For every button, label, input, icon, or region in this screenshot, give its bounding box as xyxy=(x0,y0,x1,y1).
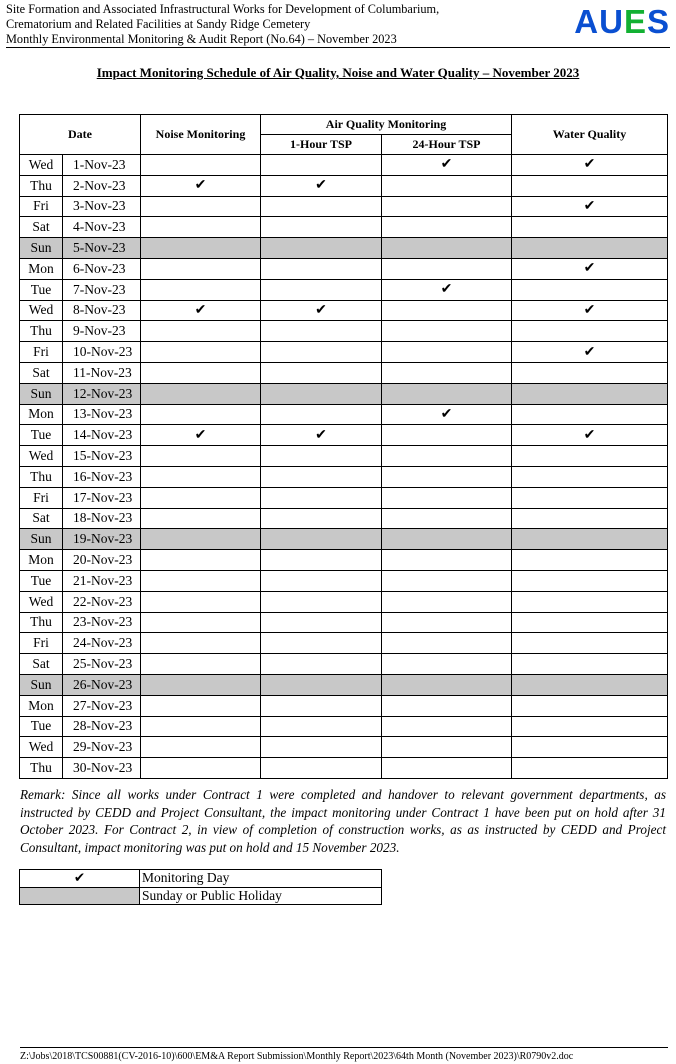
date-cell: 25-Nov-23 xyxy=(63,654,141,675)
tsp24-cell xyxy=(382,217,512,238)
date-cell: 14-Nov-23 xyxy=(63,425,141,446)
tsp24-cell xyxy=(382,175,512,196)
tsp1-cell xyxy=(261,591,382,612)
footer-file-path: Z:\Jobs\2018\TCS00881(CV-2016-10)\600\EM&A Report Submission\Monthly Report\2023\64th Month (November 2023)\R0790v2.doc xyxy=(20,1051,574,1062)
water-cell xyxy=(512,570,668,591)
tsp1-check-mark-icon: ✔ xyxy=(261,300,382,321)
day-of-week-cell: Thu xyxy=(20,758,63,779)
table-row xyxy=(20,758,668,779)
check-mark-icon: ✔ xyxy=(20,870,140,888)
day-of-week-cell: Thu xyxy=(20,175,63,196)
noise-cell xyxy=(141,217,261,238)
day-of-week-cell: Sun xyxy=(20,383,63,404)
day-of-week-cell: Thu xyxy=(20,321,63,342)
tsp24-check-mark-icon: ✔ xyxy=(382,404,512,425)
tsp1-cell xyxy=(261,196,382,217)
tsp1-cell xyxy=(261,238,382,259)
water-cell xyxy=(512,633,668,654)
noise-cell xyxy=(141,529,261,550)
table-row xyxy=(20,404,668,425)
legend-holiday-label: Sunday or Public Holiday xyxy=(140,887,382,905)
tsp24-cell xyxy=(382,737,512,758)
day-of-week-cell: Wed xyxy=(20,155,63,176)
day-of-week-cell: Sat xyxy=(20,654,63,675)
tsp1-cell xyxy=(261,321,382,342)
tsp1-cell xyxy=(261,695,382,716)
tsp1-cell xyxy=(261,487,382,508)
tsp1-cell xyxy=(261,155,382,176)
tsp24-cell xyxy=(382,674,512,695)
date-cell: 12-Nov-23 xyxy=(63,383,141,404)
noise-cell xyxy=(141,654,261,675)
water-cell xyxy=(512,279,668,300)
water-cell xyxy=(512,238,668,259)
water-cell xyxy=(512,321,668,342)
tsp1-check-mark-icon: ✔ xyxy=(261,425,382,446)
tsp24-cell xyxy=(382,342,512,363)
day-of-week-cell: Sat xyxy=(20,362,63,383)
water-cell xyxy=(512,446,668,467)
tsp24-check-mark-icon: ✔ xyxy=(382,279,512,300)
water-cell xyxy=(512,737,668,758)
date-cell: 5-Nov-23 xyxy=(63,238,141,259)
water-cell xyxy=(512,758,668,779)
noise-monitoring-header: Noise Monitoring xyxy=(141,115,261,155)
table-row xyxy=(20,695,668,716)
water-cell xyxy=(512,404,668,425)
tsp24-cell xyxy=(382,321,512,342)
table-row-holiday xyxy=(20,383,668,404)
day-of-week-cell: Thu xyxy=(20,466,63,487)
legend-monitoring-label: Monitoring Day xyxy=(140,870,382,888)
noise-cell xyxy=(141,321,261,342)
tsp1-cell xyxy=(261,446,382,467)
tsp24-cell xyxy=(382,758,512,779)
date-cell: 16-Nov-23 xyxy=(63,466,141,487)
tsp1-cell xyxy=(261,508,382,529)
noise-cell xyxy=(141,383,261,404)
water-cell xyxy=(512,362,668,383)
tsp24-cell xyxy=(382,654,512,675)
water-check-mark-icon: ✔ xyxy=(512,425,668,446)
water-cell xyxy=(512,217,668,238)
aues-logo xyxy=(574,4,670,40)
tsp24-cell xyxy=(382,612,512,633)
day-of-week-cell: Fri xyxy=(20,196,63,217)
report-header-text xyxy=(6,2,439,47)
table-row xyxy=(20,591,668,612)
noise-cell xyxy=(141,155,261,176)
day-of-week-cell: Mon xyxy=(20,550,63,571)
tsp24-cell xyxy=(382,570,512,591)
water-check-mark-icon: ✔ xyxy=(512,342,668,363)
date-cell: 28-Nov-23 xyxy=(63,716,141,737)
noise-check-mark-icon: ✔ xyxy=(141,425,261,446)
tsp1-cell xyxy=(261,570,382,591)
noise-cell xyxy=(141,466,261,487)
water-check-mark-icon: ✔ xyxy=(512,300,668,321)
table-row xyxy=(20,342,668,363)
day-of-week-cell: Sat xyxy=(20,217,63,238)
noise-cell xyxy=(141,550,261,571)
tsp24-cell xyxy=(382,716,512,737)
date-cell: 15-Nov-23 xyxy=(63,446,141,467)
water-cell xyxy=(512,654,668,675)
water-cell xyxy=(512,175,668,196)
noise-cell xyxy=(141,716,261,737)
date-cell: 29-Nov-23 xyxy=(63,737,141,758)
table-row xyxy=(20,570,668,591)
day-of-week-cell: Fri xyxy=(20,342,63,363)
date-cell: 19-Nov-23 xyxy=(63,529,141,550)
day-of-week-cell: Thu xyxy=(20,612,63,633)
footer-divider xyxy=(20,1047,668,1048)
tsp1-cell xyxy=(261,258,382,279)
table-row xyxy=(20,737,668,758)
table-row xyxy=(20,321,668,342)
page-header xyxy=(6,2,670,46)
date-column-header: Date xyxy=(20,115,141,155)
table-row-holiday xyxy=(20,674,668,695)
water-cell xyxy=(512,550,668,571)
tsp1-cell xyxy=(261,758,382,779)
noise-cell xyxy=(141,570,261,591)
date-cell: 27-Nov-23 xyxy=(63,695,141,716)
table-row xyxy=(20,487,668,508)
legend-table xyxy=(19,869,382,905)
noise-cell xyxy=(141,279,261,300)
date-cell: 17-Nov-23 xyxy=(63,487,141,508)
tsp24-cell xyxy=(382,550,512,571)
document-title: Impact Monitoring Schedule of Air Quality, Noise and Water Quality – November 2023 xyxy=(96,65,580,80)
date-cell: 21-Nov-23 xyxy=(63,570,141,591)
remark-paragraph: Remark: Since all works under Contract 1 were completed and handover to relevant government departments, as instructed by CEDD and Project Consultant, the impact monitoring under Contract 1 have been put on hold after 31 October 2023. For Contract 2, in view of completion of construction works, as as instructed by CEDD and Project Consultant, impact monitoring was put on hold and 15 November 2023. xyxy=(20,787,666,855)
table-row xyxy=(20,258,668,279)
tsp1-cell xyxy=(261,737,382,758)
day-of-week-cell: Mon xyxy=(20,695,63,716)
tsp24-cell xyxy=(382,591,512,612)
tsp24-cell xyxy=(382,487,512,508)
water-cell xyxy=(512,466,668,487)
tsp1-cell xyxy=(261,654,382,675)
noise-cell xyxy=(141,633,261,654)
noise-cell xyxy=(141,612,261,633)
tsp1-cell xyxy=(261,279,382,300)
water-check-mark-icon: ✔ xyxy=(512,196,668,217)
table-row xyxy=(20,425,668,446)
noise-cell xyxy=(141,404,261,425)
date-cell: 13-Nov-23 xyxy=(63,404,141,425)
tsp1-cell xyxy=(261,529,382,550)
date-cell: 8-Nov-23 xyxy=(63,300,141,321)
water-check-mark-icon: ✔ xyxy=(512,155,668,176)
day-of-week-cell: Tue xyxy=(20,570,63,591)
day-of-week-cell: Fri xyxy=(20,487,63,508)
tsp24-cell xyxy=(382,446,512,467)
noise-cell xyxy=(141,487,261,508)
noise-cell xyxy=(141,446,261,467)
table-row xyxy=(20,217,668,238)
tsp24-cell xyxy=(382,258,512,279)
day-of-week-cell: Sun xyxy=(20,238,63,259)
table-row-holiday xyxy=(20,529,668,550)
water-cell xyxy=(512,383,668,404)
tsp24-cell xyxy=(382,383,512,404)
water-cell xyxy=(512,695,668,716)
table-row xyxy=(20,446,668,467)
logo-letter: S xyxy=(646,3,670,40)
table-row xyxy=(20,550,668,571)
noise-cell xyxy=(141,362,261,383)
tsp24-cell xyxy=(382,362,512,383)
noise-check-mark-icon: ✔ xyxy=(141,175,261,196)
logo-letter: U xyxy=(599,3,624,40)
date-cell: 22-Nov-23 xyxy=(63,591,141,612)
logo-letter: A xyxy=(574,3,600,40)
water-cell xyxy=(512,674,668,695)
table-row xyxy=(20,362,668,383)
date-cell: 23-Nov-23 xyxy=(63,612,141,633)
day-of-week-cell: Mon xyxy=(20,404,63,425)
day-of-week-cell: Wed xyxy=(20,300,63,321)
water-cell xyxy=(512,529,668,550)
day-of-week-cell: Fri xyxy=(20,633,63,654)
day-of-week-cell: Tue xyxy=(20,279,63,300)
tsp-24hour-header: 24-Hour TSP xyxy=(382,135,512,155)
tsp24-cell xyxy=(382,633,512,654)
date-cell: 24-Nov-23 xyxy=(63,633,141,654)
table-row xyxy=(20,633,668,654)
table-row xyxy=(20,155,668,176)
noise-cell xyxy=(141,238,261,259)
day-of-week-cell: Wed xyxy=(20,591,63,612)
water-cell xyxy=(512,716,668,737)
date-cell: 4-Nov-23 xyxy=(63,217,141,238)
tsp1-cell xyxy=(261,466,382,487)
tsp1-cell xyxy=(261,612,382,633)
date-cell: 9-Nov-23 xyxy=(63,321,141,342)
date-cell: 2-Nov-23 xyxy=(63,175,141,196)
header-line-report: Monthly Environmental Monitoring & Audit Report (No.64) – November 2023 xyxy=(6,32,397,46)
noise-cell xyxy=(141,591,261,612)
header-line-project-cont: Crematorium and Related Facilities at Sandy Ridge Cemetery xyxy=(6,17,311,31)
date-cell: 10-Nov-23 xyxy=(63,342,141,363)
table-row xyxy=(20,300,668,321)
tsp1-cell xyxy=(261,217,382,238)
tsp24-cell xyxy=(382,238,512,259)
table-row xyxy=(20,508,668,529)
date-cell: 18-Nov-23 xyxy=(63,508,141,529)
date-cell: 20-Nov-23 xyxy=(63,550,141,571)
date-cell: 26-Nov-23 xyxy=(63,674,141,695)
water-cell xyxy=(512,591,668,612)
tsp24-cell xyxy=(382,425,512,446)
day-of-week-cell: Tue xyxy=(20,716,63,737)
monitoring-schedule-table xyxy=(19,114,668,779)
water-quality-header: Water Quality xyxy=(512,115,668,155)
tsp24-cell xyxy=(382,300,512,321)
logo-letter: E xyxy=(623,3,647,40)
date-cell: 3-Nov-23 xyxy=(63,196,141,217)
table-row xyxy=(20,175,668,196)
header-divider xyxy=(6,47,670,48)
table-row xyxy=(20,716,668,737)
air-quality-header: Air Quality Monitoring xyxy=(261,115,512,135)
noise-cell xyxy=(141,737,261,758)
tsp24-check-mark-icon: ✔ xyxy=(382,155,512,176)
schedule-body xyxy=(20,155,668,779)
table-row xyxy=(20,612,668,633)
table-row xyxy=(20,654,668,675)
noise-check-mark-icon: ✔ xyxy=(141,300,261,321)
table-row-holiday xyxy=(20,238,668,259)
day-of-week-cell: Sun xyxy=(20,529,63,550)
noise-cell xyxy=(141,342,261,363)
header-line-project: Site Formation and Associated Infrastructural Works for Development of Columbarium, xyxy=(6,2,440,16)
day-of-week-cell: Wed xyxy=(20,737,63,758)
table-row xyxy=(20,279,668,300)
tsp24-cell xyxy=(382,529,512,550)
tsp24-cell xyxy=(382,466,512,487)
date-cell: 1-Nov-23 xyxy=(63,155,141,176)
table-row xyxy=(20,196,668,217)
water-cell xyxy=(512,487,668,508)
date-cell: 6-Nov-23 xyxy=(63,258,141,279)
tsp1-cell xyxy=(261,362,382,383)
tsp24-cell xyxy=(382,196,512,217)
holiday-swatch xyxy=(20,887,140,905)
tsp24-cell xyxy=(382,695,512,716)
water-cell xyxy=(512,612,668,633)
date-cell: 30-Nov-23 xyxy=(63,758,141,779)
noise-cell xyxy=(141,258,261,279)
tsp1-cell xyxy=(261,383,382,404)
water-cell xyxy=(512,508,668,529)
noise-cell xyxy=(141,674,261,695)
noise-cell xyxy=(141,196,261,217)
noise-cell xyxy=(141,695,261,716)
tsp1-cell xyxy=(261,633,382,654)
day-of-week-cell: Mon xyxy=(20,258,63,279)
tsp1-cell xyxy=(261,550,382,571)
tsp1-cell xyxy=(261,716,382,737)
tsp1-check-mark-icon: ✔ xyxy=(261,175,382,196)
noise-cell xyxy=(141,758,261,779)
water-check-mark-icon: ✔ xyxy=(512,258,668,279)
day-of-week-cell: Sat xyxy=(20,508,63,529)
date-cell: 7-Nov-23 xyxy=(63,279,141,300)
table-row xyxy=(20,466,668,487)
day-of-week-cell: Sun xyxy=(20,674,63,695)
date-cell: 11-Nov-23 xyxy=(63,362,141,383)
noise-cell xyxy=(141,508,261,529)
tsp-1hour-header: 1-Hour TSP xyxy=(261,135,382,155)
tsp1-cell xyxy=(261,404,382,425)
tsp1-cell xyxy=(261,674,382,695)
day-of-week-cell: Tue xyxy=(20,425,63,446)
tsp1-cell xyxy=(261,342,382,363)
tsp24-cell xyxy=(382,508,512,529)
day-of-week-cell: Wed xyxy=(20,446,63,467)
